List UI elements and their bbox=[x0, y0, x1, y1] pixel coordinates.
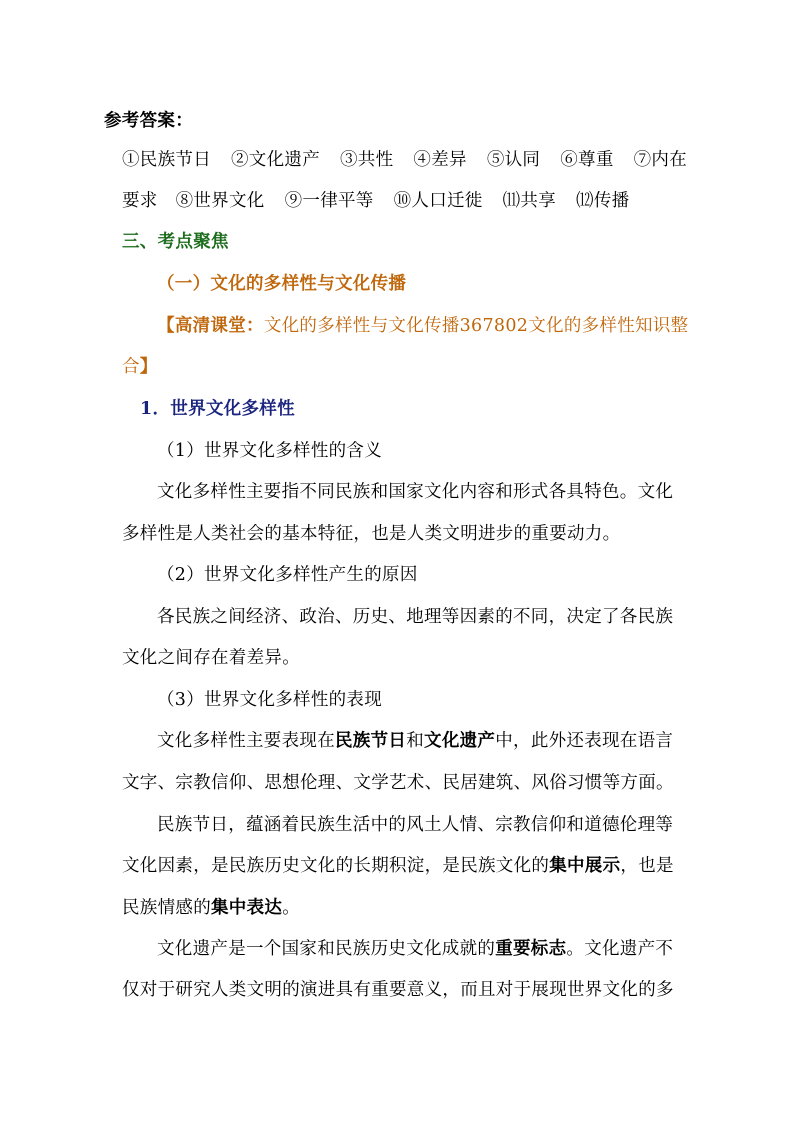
sub1-para-line-2: 多样性是人类社会的基本特征，也是人类文明进步的重要动力。 bbox=[122, 524, 621, 544]
sub3-para2-line-1: 民族节日，蕴涵着民族生活中的风土人情、宗教信仰和道德伦理等 bbox=[157, 815, 674, 835]
hd-class-line-2 bbox=[122, 355, 158, 379]
answer-title: 参考答案： bbox=[104, 111, 193, 131]
answer-item: ①民族节日 bbox=[122, 150, 211, 170]
hd-class-line-1 bbox=[157, 314, 688, 338]
sub3-para1-line-1 bbox=[157, 729, 673, 753]
bold-term: 文化遗产 bbox=[424, 731, 496, 751]
sub2-para-line-1: 各民族之间经济、政治、历史、地理等因素的不同，决定了各民族 bbox=[157, 607, 674, 627]
answer-item: ⑨一律平等 bbox=[284, 191, 374, 211]
sub3-para3-line-1 bbox=[157, 937, 673, 961]
answer-item: ⑿传播 bbox=[576, 191, 630, 211]
text-run: 。 bbox=[282, 898, 301, 918]
topic-heading: 1．世界文化多样性 bbox=[140, 399, 295, 419]
hd-class-link-text[interactable]: 文化的多样性与文化传播367802文化的多样性知识整 bbox=[263, 316, 689, 336]
hd-class-open-bracket: 【 bbox=[157, 316, 175, 336]
sub3-title: （3）世界文化多样性的表现 bbox=[157, 690, 383, 710]
sub3-para2-line-2 bbox=[122, 854, 674, 878]
sub1-para-line-1: 文化多样性主要指不同民族和国家文化内容和形式各具特色。文化 bbox=[157, 482, 674, 502]
text-run: 民族情感的 bbox=[122, 898, 211, 918]
answer-item: ⑩人口迁徙 bbox=[393, 191, 483, 211]
text-run: 文化遗产是一个国家和民族历史文化成就的 bbox=[157, 939, 496, 959]
hd-class-link-text-cont[interactable]: 合 bbox=[122, 357, 140, 377]
bold-term: 重要标志 bbox=[495, 939, 567, 959]
text-run: 和 bbox=[406, 731, 425, 751]
text-run: ，也是 bbox=[620, 856, 674, 876]
answers-line-2 bbox=[122, 189, 629, 213]
answer-item: ⑾共享 bbox=[502, 191, 557, 211]
text-run: 文化因素，是民族历史文化的长期积淀，是民族文化的 bbox=[122, 856, 550, 876]
text-run: 文化多样性主要表现在 bbox=[157, 731, 335, 751]
text-run: 中，此外还表现在语言 bbox=[495, 731, 674, 751]
answers-line-1 bbox=[122, 148, 687, 172]
hd-class-label: 高清课堂： bbox=[174, 316, 264, 336]
hd-class-close-bracket: 】 bbox=[139, 357, 158, 377]
answer-item: ⑥尊重 bbox=[560, 150, 614, 170]
answer-item: ③共性 bbox=[340, 150, 394, 170]
subsection-heading: （一）文化的多样性与文化传播 bbox=[157, 274, 407, 294]
answer-item: ⑤认同 bbox=[486, 150, 541, 170]
sub1-title: （1）世界文化多样性的含义 bbox=[157, 441, 383, 461]
section-heading: 三、考点聚焦 bbox=[122, 232, 229, 252]
sub3-para3-line-2: 仅对于研究人类文明的演进具有重要意义，而且对于展现世界文化的多 bbox=[122, 980, 674, 1000]
sub2-para-line-2: 文化之间存在着差异。 bbox=[122, 648, 300, 668]
answer-item: ⑧世界文化 bbox=[175, 191, 265, 211]
sub3-para2-line-3 bbox=[122, 896, 300, 920]
bold-term: 集中表达 bbox=[211, 898, 283, 918]
sub2-title: （2）世界文化多样性产生的原因 bbox=[157, 565, 418, 585]
sub3-para1-line-2: 文字、宗教信仰、思想伦理、文学艺术、民居建筑、风俗习惯等方面。 bbox=[122, 773, 674, 793]
answer-item: ②文化遗产 bbox=[231, 150, 320, 170]
answer-item: 要求 bbox=[122, 191, 158, 211]
text-run: 。文化遗产不 bbox=[566, 939, 674, 959]
answer-item: ⑦内在 bbox=[633, 150, 688, 170]
answer-item: ④差异 bbox=[413, 150, 467, 170]
bold-term: 民族节日 bbox=[335, 731, 407, 751]
bold-term: 集中展示 bbox=[549, 856, 621, 876]
